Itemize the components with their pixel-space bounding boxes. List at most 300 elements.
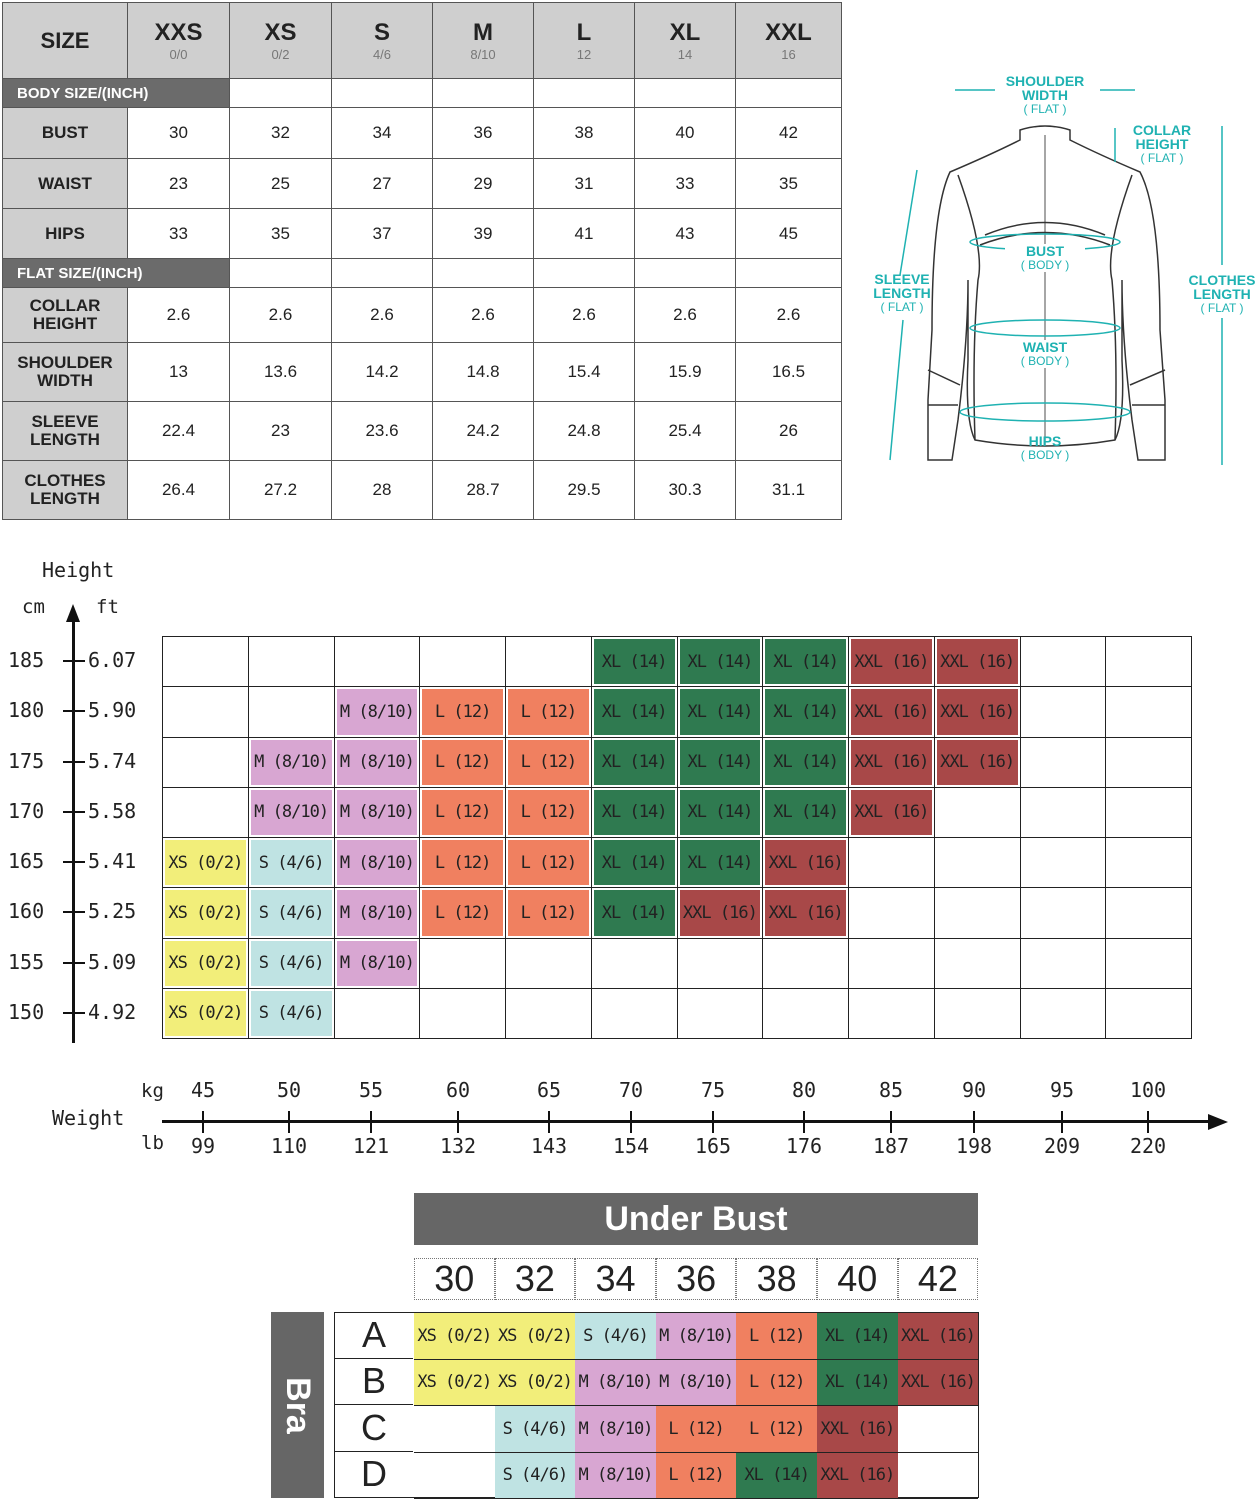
weight-tick-mark xyxy=(1147,1111,1149,1133)
size-cell-label: XL (14) xyxy=(687,852,753,873)
empty-size-cell xyxy=(1020,837,1107,888)
weight-kg-tick: 75 xyxy=(700,1078,726,1102)
measure-value: 25 xyxy=(230,159,332,209)
empty-size-cell xyxy=(677,938,764,989)
empty-size-cell xyxy=(505,938,592,989)
size-cell xyxy=(162,837,249,888)
weight-tick-mark xyxy=(630,1111,632,1133)
empty-cell xyxy=(635,259,736,288)
cm-unit-label: cm xyxy=(22,596,45,618)
measure-label xyxy=(3,461,128,520)
size-cell-fill xyxy=(937,639,1018,684)
size-cell-label: XL (14) xyxy=(601,651,667,672)
empty-size-cell xyxy=(848,988,935,1039)
size-name: XS xyxy=(264,19,297,46)
size-col-header xyxy=(230,3,332,79)
measure-value: 42 xyxy=(736,108,842,159)
weight-tick-mark xyxy=(370,1111,372,1133)
size-cell-label: L (12) xyxy=(434,752,491,773)
height-cm-tick: 170 xyxy=(8,798,45,823)
weight-lb-tick: 143 xyxy=(530,1134,568,1158)
size-cell-label: XL (14) xyxy=(687,752,753,773)
bra-size-cell: M (8/10) xyxy=(575,1453,656,1499)
empty-cell xyxy=(230,79,332,108)
weight-kg-tick: 85 xyxy=(878,1078,904,1102)
body-size-section-label-row xyxy=(3,79,842,108)
empty-size-cell xyxy=(505,988,592,1039)
weight-tick-mark xyxy=(712,1111,714,1133)
measure-value: 14.8 xyxy=(433,343,534,402)
size-cell-fill xyxy=(508,840,589,885)
bust-label xyxy=(1005,244,1085,272)
measure-row xyxy=(3,402,842,461)
size-cell-fill xyxy=(508,890,589,935)
weight-lb-tick: 220 xyxy=(1129,1134,1167,1158)
weight-tick-mark xyxy=(890,1111,892,1133)
height-ft-tick: 5.90 xyxy=(88,698,137,723)
size-number: 0/0 xyxy=(169,47,188,62)
size-number: 8/10 xyxy=(470,47,496,62)
measure-row xyxy=(3,108,842,159)
size-cell-fill xyxy=(251,790,332,835)
bust-text: BUST xyxy=(1025,243,1065,259)
size-cell-fill xyxy=(680,689,761,734)
body-note: ( BODY ) xyxy=(1020,448,1070,462)
size-cell-fill xyxy=(337,689,418,734)
empty-size-cell xyxy=(848,938,935,989)
empty-cell xyxy=(736,79,842,108)
size-cell-label: XL (14) xyxy=(773,802,838,823)
size-cell-label: XL (14) xyxy=(773,701,838,722)
weight-lb-tick: 209 xyxy=(1043,1134,1081,1158)
measure-value: 15.4 xyxy=(534,343,635,402)
weight-axis-line xyxy=(162,1120,1212,1123)
size-cell xyxy=(505,837,592,888)
size-cell-label: XL (14) xyxy=(773,752,838,773)
size-cell xyxy=(677,837,764,888)
size-cell-label: XXL (16) xyxy=(940,701,1015,722)
flat-size-section-label: FLAT SIZE/(INCH) xyxy=(3,259,230,288)
size-cell-fill xyxy=(251,840,332,885)
under-bust-value: 30 xyxy=(414,1258,495,1300)
row-divider xyxy=(414,1498,978,1499)
size-cell xyxy=(848,686,935,737)
size-cell-label: XS (0/2) xyxy=(168,902,243,923)
size-cell xyxy=(162,938,249,989)
bra-size-cell: XL (14) xyxy=(817,1313,898,1359)
empty-size-cell xyxy=(1105,737,1192,788)
measure-label-line: WIDTH xyxy=(37,371,93,390)
size-cell-fill xyxy=(765,790,846,835)
bra-size-cell: XS (0/2) xyxy=(495,1313,576,1359)
sleeve-length-text: SLEEVE LENGTH xyxy=(873,271,931,301)
size-cell-fill xyxy=(508,790,589,835)
measure-value: 13 xyxy=(128,343,230,402)
size-cell xyxy=(591,686,678,737)
weight-lb-tick: 176 xyxy=(785,1134,823,1158)
size-cell xyxy=(934,737,1021,788)
size-cell-fill xyxy=(337,790,418,835)
size-cell-label: XL (14) xyxy=(687,651,753,672)
under-bust-value: 32 xyxy=(495,1258,576,1300)
size-cell-label: S (4/6) xyxy=(258,1003,324,1024)
cup-label: C xyxy=(335,1405,413,1452)
size-cell-fill xyxy=(422,890,503,935)
size-name: M xyxy=(473,19,493,46)
measure-value: 2.6 xyxy=(230,288,332,343)
size-cell xyxy=(677,636,764,687)
weight-tick-mark xyxy=(973,1111,975,1133)
empty-size-cell xyxy=(934,988,1021,1039)
measure-label-line: BUST xyxy=(41,123,89,142)
size-cell xyxy=(762,837,849,888)
weight-kg-tick: 65 xyxy=(536,1078,562,1102)
size-cell-fill xyxy=(337,840,418,885)
weight-lb-tick: 154 xyxy=(612,1134,650,1158)
bra-size-cell: XS (0/2) xyxy=(414,1360,495,1406)
bra-label-text: Bra xyxy=(279,1376,318,1434)
height-cm-tick: 150 xyxy=(8,999,45,1024)
size-cell xyxy=(334,887,421,938)
cup-label: B xyxy=(335,1359,413,1406)
size-number: 14 xyxy=(677,47,693,62)
size-cell xyxy=(762,737,849,788)
size-cell-fill xyxy=(165,840,246,885)
size-cell-fill xyxy=(937,689,1018,734)
size-cell-label: L (12) xyxy=(520,701,577,722)
size-cell-fill xyxy=(765,890,846,935)
weight-lb-tick: 99 xyxy=(190,1134,216,1158)
size-cell-fill xyxy=(594,740,675,785)
empty-size-cell xyxy=(677,988,764,1039)
measure-label-line: SHOULDER xyxy=(17,353,113,372)
empty-cell xyxy=(534,259,635,288)
weight-axis-title: Weight xyxy=(52,1106,125,1130)
under-bust-value: 40 xyxy=(817,1258,898,1300)
measure-label-line: LENGTH xyxy=(30,489,100,508)
waist-label xyxy=(1005,340,1085,368)
measure-value: 13.6 xyxy=(230,343,332,402)
size-cell-label: XL (14) xyxy=(601,802,667,823)
size-cell-fill xyxy=(422,740,503,785)
empty-size-cell xyxy=(1020,787,1107,838)
height-ft-tick: 5.09 xyxy=(88,949,137,974)
size-cell-fill xyxy=(337,941,418,986)
height-ft-tick: 5.41 xyxy=(88,849,137,874)
measure-value: 45 xyxy=(736,209,842,259)
empty-size-cell xyxy=(334,988,421,1039)
measure-value: 33 xyxy=(128,209,230,259)
measure-label-line: HIPS xyxy=(45,223,85,243)
size-cell xyxy=(419,686,506,737)
measure-value: 32 xyxy=(230,108,332,159)
empty-size-cell xyxy=(162,737,249,788)
size-cell-label: M (8/10) xyxy=(254,802,329,823)
measure-value: 37 xyxy=(332,209,433,259)
empty-size-cell xyxy=(848,887,935,938)
size-cell xyxy=(677,887,764,938)
empty-size-cell xyxy=(934,837,1021,888)
size-cell-label: S (4/6) xyxy=(258,902,324,923)
measure-value: 35 xyxy=(736,159,842,209)
size-corner-label: SIZE xyxy=(40,27,90,53)
measure-value: 30.3 xyxy=(635,461,736,520)
empty-size-cell xyxy=(1020,686,1107,737)
jacket-diagram xyxy=(860,60,1260,480)
weight-axis-arrow-icon xyxy=(1208,1114,1228,1130)
size-cell-label: XL (14) xyxy=(687,701,753,722)
size-cell xyxy=(677,787,764,838)
measure-value: 14.2 xyxy=(332,343,433,402)
weight-kg-tick: 95 xyxy=(1049,1078,1075,1102)
size-cell xyxy=(591,737,678,788)
size-cell-label: L (12) xyxy=(520,902,577,923)
size-cell-fill xyxy=(508,740,589,785)
empty-size-cell xyxy=(934,787,1021,838)
measure-label xyxy=(3,402,128,461)
size-cell-fill xyxy=(422,790,503,835)
size-cell-label: M (8/10) xyxy=(339,902,414,923)
bra-size-cell: XXL (16) xyxy=(898,1313,979,1359)
weight-lb-tick: 165 xyxy=(694,1134,732,1158)
empty-size-cell xyxy=(1105,787,1192,838)
measure-row xyxy=(3,159,842,209)
size-cell-label: XXL (16) xyxy=(854,802,929,823)
size-cell-fill xyxy=(851,689,932,734)
measure-value: 2.6 xyxy=(332,288,433,343)
size-cell xyxy=(334,737,421,788)
size-cell xyxy=(505,787,592,838)
measure-value: 27 xyxy=(332,159,433,209)
measure-label xyxy=(3,343,128,402)
empty-size-cell xyxy=(591,938,678,989)
collar-height-label xyxy=(1122,123,1202,165)
size-spec-table xyxy=(2,2,842,520)
empty-size-cell xyxy=(1020,887,1107,938)
size-cell-fill xyxy=(165,991,246,1036)
size-cell xyxy=(162,988,249,1039)
size-cell xyxy=(419,737,506,788)
measure-label xyxy=(3,288,128,343)
under-bust-value: 42 xyxy=(898,1258,979,1300)
bra-size-cell: M (8/10) xyxy=(656,1360,737,1406)
bra-size-cell: L (12) xyxy=(736,1406,817,1452)
empty-size-cell xyxy=(1105,988,1192,1039)
bra-side-label xyxy=(271,1312,324,1498)
size-cell xyxy=(848,636,935,687)
height-ft-tick: 4.92 xyxy=(88,999,137,1024)
measure-value: 15.9 xyxy=(635,343,736,402)
bra-size-cell: L (12) xyxy=(656,1406,737,1452)
size-cell-label: XXL (16) xyxy=(940,752,1015,773)
bra-size-cell: XXL (16) xyxy=(898,1360,979,1406)
size-cell xyxy=(591,787,678,838)
size-header xyxy=(3,3,128,79)
measure-value: 28 xyxy=(332,461,433,520)
body-note: ( BODY ) xyxy=(1020,354,1070,368)
weight-tick-mark xyxy=(288,1111,290,1133)
bra-size-cell: XS (0/2) xyxy=(414,1313,495,1359)
size-cell-label: XXL (16) xyxy=(854,701,929,722)
empty-size-cell xyxy=(162,686,249,737)
size-cell xyxy=(762,887,849,938)
measure-value: 39 xyxy=(433,209,534,259)
size-cell-label: M (8/10) xyxy=(254,752,329,773)
size-name: XXS xyxy=(154,19,203,46)
measure-value: 40 xyxy=(635,108,736,159)
bra-size-cell: S (4/6) xyxy=(495,1406,576,1452)
under-bust-value: 34 xyxy=(575,1258,656,1300)
bra-size-cell: L (12) xyxy=(656,1453,737,1499)
measure-value: 28.7 xyxy=(433,461,534,520)
size-cell-label: XS (0/2) xyxy=(168,953,243,974)
size-cell-label: L (12) xyxy=(520,852,577,873)
clothes-length-label xyxy=(1182,273,1260,315)
empty-size-cell xyxy=(591,988,678,1039)
size-cell xyxy=(934,636,1021,687)
size-cell xyxy=(677,686,764,737)
measure-value: 27.2 xyxy=(230,461,332,520)
size-cell-label: XXL (16) xyxy=(768,902,843,923)
measure-value: 30 xyxy=(128,108,230,159)
empty-size-cell xyxy=(419,938,506,989)
empty-size-cell xyxy=(1020,988,1107,1039)
size-cell-fill xyxy=(765,740,846,785)
size-name: L xyxy=(576,19,592,46)
measure-label-line: HEIGHT xyxy=(32,314,98,333)
cup-label: A xyxy=(335,1312,413,1359)
cup-label: D xyxy=(335,1452,413,1499)
size-cell-fill xyxy=(851,639,932,684)
size-cell-label: S (4/6) xyxy=(258,953,324,974)
size-cell xyxy=(248,787,335,838)
size-cell-fill xyxy=(422,689,503,734)
size-cell-label: XL (14) xyxy=(601,701,667,722)
weight-kg-tick: 80 xyxy=(791,1078,817,1102)
measure-value: 23.6 xyxy=(332,402,433,461)
weight-tick-mark xyxy=(548,1111,550,1133)
height-tick-mark xyxy=(63,710,85,712)
kg-unit-label: kg xyxy=(141,1080,164,1102)
size-cell-fill xyxy=(251,941,332,986)
size-cell xyxy=(762,686,849,737)
measure-row xyxy=(3,461,842,520)
bra-size-cell: XS (0/2) xyxy=(495,1360,576,1406)
size-col-header xyxy=(332,3,433,79)
measure-row xyxy=(3,288,842,343)
size-cell xyxy=(162,887,249,938)
size-cell xyxy=(334,837,421,888)
size-cell xyxy=(419,837,506,888)
size-cell-fill xyxy=(251,890,332,935)
size-cell-label: M (8/10) xyxy=(339,953,414,974)
size-cell-label: S (4/6) xyxy=(258,852,324,873)
height-tick-mark xyxy=(63,811,85,813)
empty-size-cell xyxy=(1020,636,1107,687)
size-cell-fill xyxy=(680,639,761,684)
empty-size-cell xyxy=(1020,737,1107,788)
size-cell xyxy=(505,686,592,737)
size-name: S xyxy=(373,19,390,46)
size-cell-label: M (8/10) xyxy=(339,852,414,873)
measure-value: 2.6 xyxy=(534,288,635,343)
waist-text: WAIST xyxy=(1022,339,1068,355)
measure-label-line: SLEEVE xyxy=(31,412,99,431)
empty-cell xyxy=(736,259,842,288)
size-cell xyxy=(248,988,335,1039)
size-cell xyxy=(505,887,592,938)
height-tick-mark xyxy=(63,962,85,964)
bra-size-cell: XL (14) xyxy=(817,1360,898,1406)
size-cell-label: M (8/10) xyxy=(339,701,414,722)
bra-size-cell: XL (14) xyxy=(736,1453,817,1499)
measure-value: 2.6 xyxy=(128,288,230,343)
size-cell xyxy=(934,686,1021,737)
flat-note: ( FLAT ) xyxy=(1023,102,1067,116)
body-note: ( BODY ) xyxy=(1020,258,1070,272)
size-cell xyxy=(591,887,678,938)
measure-row xyxy=(3,343,842,402)
size-cell-fill xyxy=(508,689,589,734)
empty-cell xyxy=(433,79,534,108)
lb-unit-label: lb xyxy=(141,1132,164,1154)
size-cell-label: XS (0/2) xyxy=(168,1003,243,1024)
weight-lb-tick: 121 xyxy=(352,1134,390,1158)
size-cell-fill xyxy=(594,639,675,684)
measure-label-line: COLLAR xyxy=(29,296,101,315)
size-cell xyxy=(848,787,935,838)
size-cell-label: L (12) xyxy=(434,902,491,923)
size-cell-label: XL (14) xyxy=(601,902,667,923)
size-cell-label: XXL (16) xyxy=(854,752,929,773)
measure-value: 16.5 xyxy=(736,343,842,402)
measure-value: 43 xyxy=(635,209,736,259)
measure-value: 34 xyxy=(332,108,433,159)
empty-cell xyxy=(332,259,433,288)
size-cell-label: XXL (16) xyxy=(854,651,929,672)
size-cell-fill xyxy=(165,890,246,935)
measure-value: 33 xyxy=(635,159,736,209)
empty-size-cell xyxy=(1020,938,1107,989)
height-tick-mark xyxy=(63,660,85,662)
size-cell-label: L (12) xyxy=(434,701,491,722)
sleeve-length-label xyxy=(862,272,942,314)
hips-label xyxy=(1005,434,1085,462)
size-col-header xyxy=(128,3,230,79)
measure-value: 26.4 xyxy=(128,461,230,520)
size-cell-label: XL (14) xyxy=(601,852,667,873)
measure-label xyxy=(3,209,128,259)
size-cell xyxy=(762,787,849,838)
size-cell-fill xyxy=(851,740,932,785)
measure-value: 24.2 xyxy=(433,402,534,461)
size-cell-fill xyxy=(594,689,675,734)
height-cm-tick: 175 xyxy=(8,748,45,773)
empty-cell xyxy=(433,259,534,288)
size-cell xyxy=(762,636,849,687)
empty-cell xyxy=(230,259,332,288)
height-axis-arrow-icon xyxy=(66,604,80,622)
size-cell-fill xyxy=(337,890,418,935)
weight-kg-tick: 70 xyxy=(618,1078,644,1102)
measure-value: 31 xyxy=(534,159,635,209)
empty-size-cell xyxy=(762,938,849,989)
size-cell xyxy=(677,737,764,788)
size-cell-fill xyxy=(251,991,332,1036)
height-cm-tick: 185 xyxy=(8,648,45,673)
height-ft-tick: 5.74 xyxy=(88,748,137,773)
measure-value: 22.4 xyxy=(128,402,230,461)
